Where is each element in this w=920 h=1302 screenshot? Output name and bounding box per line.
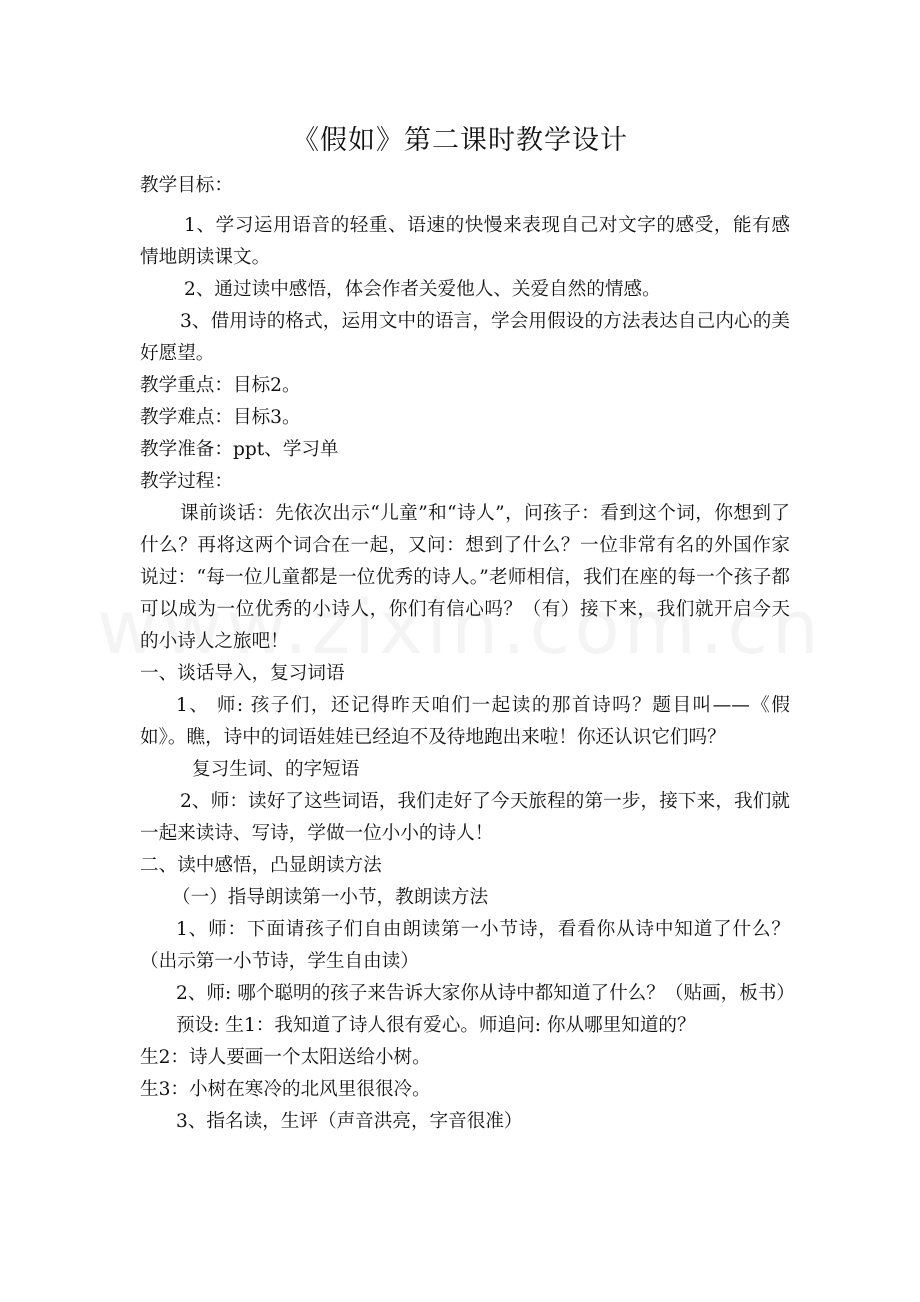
goal-1: 1、学习运用语音的轻重、语速的快慢来表现自己对文字的感受，能有感情地朗读课文。 <box>140 215 790 268</box>
section-1-step-2: 2、师：读好了这些词语，我们走好了今天旅程的第一步，接下来，我们就一起来读诗、写诗，学做一位小小的诗人！ <box>140 791 790 844</box>
goal-3: 3、借用诗的格式，运用文中的语言，学会用假设的方法表达自己内心的美好愿望。 <box>140 311 790 364</box>
subsection-1-step-2: 2、师: 哪个聪明的孩子来告诉大家你从诗中都知道了什么？（贴画，板书） <box>176 983 796 1004</box>
subsection-1-heading: （一）指导朗读第一小节，教朗读方法 <box>172 887 489 908</box>
goal-2: 2、通过读中感悟，体会作者关爱他人、关爱自然的情感。 <box>184 279 661 300</box>
difficult-point: 教学难点：目标3。 <box>140 407 301 428</box>
section-2-heading: 二、读中感悟，凸显朗读方法 <box>140 855 382 876</box>
preparation: 教学准备：ppt、学习单 <box>140 439 339 460</box>
preset-answer-2: 生2：诗人要画一个太阳送给小树。 <box>140 1047 431 1068</box>
goals-heading: 教学目标： <box>140 175 233 196</box>
preset-answer-1: 预设: 生1：我知道了诗人很有爱心。师追问: 你从哪里知道的？ <box>176 1015 696 1036</box>
page-title: 《假如》第二课时教学设计 <box>292 125 628 156</box>
section-1-review: 复习生词、的字短语 <box>192 759 360 780</box>
process-heading: 教学过程： <box>140 471 233 492</box>
subsection-1-step-1: 1、师：下面请孩子们自由朗读第一小节诗，看看你从诗中知道了什么？（出示第一小节诗，学生自由读） <box>140 919 790 972</box>
section-1-heading: 一、谈话导入，复习词语 <box>140 663 345 684</box>
preset-answer-3: 生3：小树在寒冷的北风里很很冷。 <box>140 1079 431 1100</box>
section-1-step-1: 1、 师: 孩子们，还记得昨天咱们一起读的那首诗吗？题目叫——《假如》。瞧，诗中的词语娃娃已经迫不及待地跑出来啦！你还认识它们吗？ <box>140 695 790 748</box>
key-point: 教学重点：目标2。 <box>140 375 301 396</box>
subsection-1-step-3: 3、指名读，生评（声音洪亮，字音很准） <box>176 1111 523 1132</box>
pre-class-talk: 课前谈话：先依次出示“儿童”和“诗人”，问孩子：看到这个词，你想到了什么？再将这两个词合在一起，又问：想到了什么？一位非常有名的外国作家说过：“每一位儿童都是一位优秀的诗人。”老师相信，我们在座的每一个孩子都可以成为一位优秀的小诗人，你们有信心吗？（有）接下来，我们就开启今天的小诗人之旅吧！ <box>140 503 790 652</box>
document-body <box>140 170 796 1138</box>
